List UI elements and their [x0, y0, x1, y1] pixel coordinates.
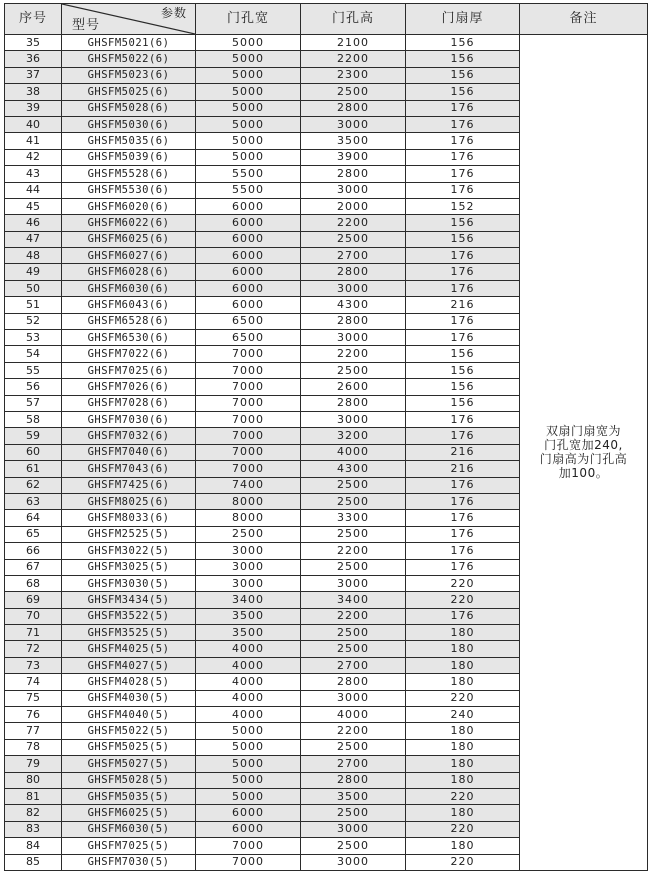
row-leaf-thickness: 156 — [406, 346, 520, 362]
row-door-width: 5000 — [196, 772, 301, 788]
row-index: 64 — [5, 510, 62, 526]
row-leaf-thickness: 180 — [406, 838, 520, 854]
row-leaf-thickness: 176 — [406, 133, 520, 149]
row-model: GHSFM5022(5) — [62, 723, 196, 739]
row-index: 75 — [5, 690, 62, 706]
row-door-width: 4000 — [196, 657, 301, 673]
row-index: 83 — [5, 821, 62, 837]
row-door-height: 4000 — [301, 707, 406, 723]
row-index: 37 — [5, 67, 62, 83]
row-model: GHSFM5027(5) — [62, 756, 196, 772]
row-model: GHSFM7040(6) — [62, 444, 196, 460]
row-door-height: 3000 — [301, 411, 406, 427]
row-index: 35 — [5, 35, 62, 51]
row-index: 62 — [5, 477, 62, 493]
row-door-height: 4300 — [301, 297, 406, 313]
row-leaf-thickness: 176 — [406, 493, 520, 509]
row-door-width: 6000 — [196, 215, 301, 231]
row-door-height: 2200 — [301, 608, 406, 624]
header-height: 门孔高 — [301, 4, 406, 35]
row-model: GHSFM5028(6) — [62, 100, 196, 116]
row-leaf-thickness: 180 — [406, 625, 520, 641]
row-leaf-thickness: 156 — [406, 379, 520, 395]
row-model: GHSFM7030(6) — [62, 411, 196, 427]
row-index: 46 — [5, 215, 62, 231]
row-leaf-thickness: 176 — [406, 608, 520, 624]
header-thickness: 门扇厚 — [406, 4, 520, 35]
row-leaf-thickness: 176 — [406, 526, 520, 542]
row-door-width: 5000 — [196, 84, 301, 100]
row-door-width: 5000 — [196, 723, 301, 739]
row-model: GHSFM6025(6) — [62, 231, 196, 247]
row-door-height: 3000 — [301, 854, 406, 870]
row-index: 55 — [5, 362, 62, 378]
row-index: 54 — [5, 346, 62, 362]
row-door-height: 3900 — [301, 149, 406, 165]
row-index: 51 — [5, 297, 62, 313]
row-leaf-thickness: 176 — [406, 116, 520, 132]
row-door-width: 3500 — [196, 608, 301, 624]
row-index: 82 — [5, 805, 62, 821]
row-leaf-thickness: 180 — [406, 772, 520, 788]
row-leaf-thickness: 176 — [406, 477, 520, 493]
row-model: GHSFM5021(6) — [62, 35, 196, 51]
row-leaf-thickness: 176 — [406, 313, 520, 329]
row-index: 68 — [5, 575, 62, 591]
door-spec-table — [4, 3, 648, 871]
table-body — [5, 35, 648, 871]
row-index: 38 — [5, 84, 62, 100]
row-index: 84 — [5, 838, 62, 854]
row-door-height: 3000 — [301, 330, 406, 346]
row-leaf-thickness: 176 — [406, 428, 520, 444]
row-door-height: 3500 — [301, 133, 406, 149]
row-leaf-thickness: 156 — [406, 362, 520, 378]
row-model: GHSFM5039(6) — [62, 149, 196, 165]
row-leaf-thickness: 176 — [406, 330, 520, 346]
row-door-height: 2500 — [301, 526, 406, 542]
row-model: GHSFM7032(6) — [62, 428, 196, 444]
row-door-height: 2500 — [301, 477, 406, 493]
row-door-height: 3000 — [301, 575, 406, 591]
row-index: 66 — [5, 543, 62, 559]
row-index: 85 — [5, 854, 62, 870]
row-leaf-thickness: 176 — [406, 264, 520, 280]
row-index: 52 — [5, 313, 62, 329]
row-model: GHSFM5028(5) — [62, 772, 196, 788]
note-cell — [520, 35, 648, 871]
row-door-width: 3000 — [196, 559, 301, 575]
row-door-height: 2700 — [301, 248, 406, 264]
row-door-width: 6000 — [196, 231, 301, 247]
row-leaf-thickness: 176 — [406, 543, 520, 559]
row-leaf-thickness: 152 — [406, 198, 520, 214]
row-door-width: 5000 — [196, 739, 301, 755]
row-model: GHSFM3025(5) — [62, 559, 196, 575]
row-leaf-thickness: 176 — [406, 100, 520, 116]
row-index: 69 — [5, 592, 62, 608]
row-door-height: 2500 — [301, 625, 406, 641]
row-index: 39 — [5, 100, 62, 116]
row-model: GHSFM3434(5) — [62, 592, 196, 608]
header-index: 序号 — [5, 4, 62, 35]
row-model: GHSFM6020(6) — [62, 198, 196, 214]
header-row — [5, 4, 648, 35]
row-door-height: 3000 — [301, 182, 406, 198]
row-door-height: 2800 — [301, 166, 406, 182]
row-door-height: 2200 — [301, 51, 406, 67]
row-leaf-thickness: 216 — [406, 444, 520, 460]
row-leaf-thickness: 220 — [406, 821, 520, 837]
row-door-width: 3400 — [196, 592, 301, 608]
row-model: GHSFM7022(6) — [62, 346, 196, 362]
row-leaf-thickness: 156 — [406, 67, 520, 83]
row-door-height: 2800 — [301, 264, 406, 280]
row-model: GHSFM7025(6) — [62, 362, 196, 378]
row-door-width: 7000 — [196, 461, 301, 477]
row-door-width: 7000 — [196, 346, 301, 362]
row-door-height: 2800 — [301, 313, 406, 329]
row-model: GHSFM6022(6) — [62, 215, 196, 231]
row-model: GHSFM6530(6) — [62, 330, 196, 346]
row-door-height: 2800 — [301, 674, 406, 690]
row-index: 53 — [5, 330, 62, 346]
row-index: 44 — [5, 182, 62, 198]
row-door-width: 5000 — [196, 100, 301, 116]
row-model: GHSFM8033(6) — [62, 510, 196, 526]
row-model: GHSFM7043(6) — [62, 461, 196, 477]
row-model: GHSFM4040(5) — [62, 707, 196, 723]
row-model: GHSFM7030(5) — [62, 854, 196, 870]
row-model: GHSFM5530(6) — [62, 182, 196, 198]
row-door-height: 2000 — [301, 198, 406, 214]
row-model: GHSFM8025(6) — [62, 493, 196, 509]
row-door-height: 2700 — [301, 657, 406, 673]
row-index: 49 — [5, 264, 62, 280]
row-door-width: 6500 — [196, 330, 301, 346]
row-door-width: 6500 — [196, 313, 301, 329]
row-index: 57 — [5, 395, 62, 411]
row-door-width: 5000 — [196, 133, 301, 149]
row-door-width: 5000 — [196, 35, 301, 51]
row-door-height: 2500 — [301, 559, 406, 575]
row-door-height: 2200 — [301, 543, 406, 559]
row-leaf-thickness: 216 — [406, 461, 520, 477]
row-door-width: 3500 — [196, 625, 301, 641]
row-door-width: 5000 — [196, 67, 301, 83]
row-model: GHSFM5030(6) — [62, 116, 196, 132]
row-door-height: 2500 — [301, 84, 406, 100]
row-door-width: 7400 — [196, 477, 301, 493]
row-model: GHSFM6528(6) — [62, 313, 196, 329]
row-door-width: 7000 — [196, 838, 301, 854]
row-door-height: 3000 — [301, 821, 406, 837]
row-door-height: 3300 — [301, 510, 406, 526]
row-model: GHSFM5035(6) — [62, 133, 196, 149]
row-door-height: 2200 — [301, 346, 406, 362]
row-leaf-thickness: 176 — [406, 510, 520, 526]
row-door-width: 7000 — [196, 411, 301, 427]
row-model: GHSFM6030(6) — [62, 280, 196, 296]
row-leaf-thickness: 220 — [406, 592, 520, 608]
header-note: 备注 — [520, 4, 648, 35]
row-model: GHSFM3030(5) — [62, 575, 196, 591]
row-door-width: 6000 — [196, 280, 301, 296]
row-model: GHSFM6030(5) — [62, 821, 196, 837]
row-leaf-thickness: 180 — [406, 723, 520, 739]
row-door-width: 8000 — [196, 493, 301, 509]
row-index: 47 — [5, 231, 62, 247]
row-leaf-thickness: 176 — [406, 248, 520, 264]
row-door-height: 3200 — [301, 428, 406, 444]
row-index: 80 — [5, 772, 62, 788]
row-leaf-thickness: 156 — [406, 35, 520, 51]
row-door-width: 7000 — [196, 395, 301, 411]
row-index: 48 — [5, 248, 62, 264]
row-index: 74 — [5, 674, 62, 690]
row-door-width: 7000 — [196, 428, 301, 444]
row-index: 59 — [5, 428, 62, 444]
row-door-width: 3000 — [196, 543, 301, 559]
row-door-width: 7000 — [196, 444, 301, 460]
row-index: 41 — [5, 133, 62, 149]
row-leaf-thickness: 180 — [406, 739, 520, 755]
row-leaf-thickness: 176 — [406, 166, 520, 182]
row-door-width: 7000 — [196, 379, 301, 395]
row-door-width: 6000 — [196, 198, 301, 214]
row-door-width: 6000 — [196, 297, 301, 313]
row-leaf-thickness: 156 — [406, 51, 520, 67]
row-door-width: 5000 — [196, 788, 301, 804]
row-leaf-thickness: 180 — [406, 805, 520, 821]
row-door-width: 6000 — [196, 805, 301, 821]
row-leaf-thickness: 156 — [406, 84, 520, 100]
row-index: 36 — [5, 51, 62, 67]
row-index: 50 — [5, 280, 62, 296]
header-model-param — [62, 4, 196, 35]
row-index: 81 — [5, 788, 62, 804]
row-index: 43 — [5, 166, 62, 182]
row-index: 73 — [5, 657, 62, 673]
row-index: 65 — [5, 526, 62, 542]
row-index: 67 — [5, 559, 62, 575]
row-door-height: 2800 — [301, 395, 406, 411]
row-door-height: 2600 — [301, 379, 406, 395]
row-door-height: 2500 — [301, 362, 406, 378]
row-door-height: 3000 — [301, 280, 406, 296]
row-door-height: 2500 — [301, 838, 406, 854]
row-model: GHSFM5528(6) — [62, 166, 196, 182]
row-model: GHSFM5025(5) — [62, 739, 196, 755]
row-door-height: 4000 — [301, 444, 406, 460]
row-index: 70 — [5, 608, 62, 624]
row-leaf-thickness: 176 — [406, 182, 520, 198]
row-door-height: 2500 — [301, 493, 406, 509]
row-door-width: 6000 — [196, 248, 301, 264]
row-index: 63 — [5, 493, 62, 509]
row-leaf-thickness: 176 — [406, 411, 520, 427]
row-model: GHSFM5023(6) — [62, 67, 196, 83]
row-model: GHSFM6027(6) — [62, 248, 196, 264]
row-door-height: 4300 — [301, 461, 406, 477]
row-door-height: 2200 — [301, 215, 406, 231]
row-model: GHSFM6025(5) — [62, 805, 196, 821]
note-line: 双扇门扇宽为 — [545, 424, 621, 439]
row-leaf-thickness: 156 — [406, 395, 520, 411]
row-model: GHSFM7025(5) — [62, 838, 196, 854]
row-leaf-thickness: 180 — [406, 641, 520, 657]
row-door-width: 2500 — [196, 526, 301, 542]
row-door-height: 2500 — [301, 805, 406, 821]
row-model: GHSFM5022(6) — [62, 51, 196, 67]
row-door-width: 7000 — [196, 362, 301, 378]
row-door-width: 4000 — [196, 641, 301, 657]
row-index: 79 — [5, 756, 62, 772]
row-door-height: 2500 — [301, 641, 406, 657]
row-index: 60 — [5, 444, 62, 460]
row-index: 61 — [5, 461, 62, 477]
row-leaf-thickness: 180 — [406, 756, 520, 772]
row-model: GHSFM4025(5) — [62, 641, 196, 657]
row-door-height: 2500 — [301, 231, 406, 247]
row-model: GHSFM6043(6) — [62, 297, 196, 313]
row-index: 77 — [5, 723, 62, 739]
row-door-width: 6000 — [196, 821, 301, 837]
header-width: 门孔宽 — [196, 4, 301, 35]
row-door-height: 2700 — [301, 756, 406, 772]
row-model: GHSFM6028(6) — [62, 264, 196, 280]
row-leaf-thickness: 220 — [406, 690, 520, 706]
row-leaf-thickness: 220 — [406, 854, 520, 870]
row-model: GHSFM3022(5) — [62, 543, 196, 559]
row-model: GHSFM3522(5) — [62, 608, 196, 624]
row-leaf-thickness: 180 — [406, 674, 520, 690]
row-leaf-thickness: 176 — [406, 559, 520, 575]
row-model: GHSFM4027(5) — [62, 657, 196, 673]
row-door-height: 2500 — [301, 739, 406, 755]
row-door-width: 5500 — [196, 182, 301, 198]
row-index: 56 — [5, 379, 62, 395]
row-door-height: 3000 — [301, 690, 406, 706]
row-door-height: 2300 — [301, 67, 406, 83]
row-door-height: 3400 — [301, 592, 406, 608]
row-index: 71 — [5, 625, 62, 641]
row-leaf-thickness: 220 — [406, 575, 520, 591]
row-leaf-thickness: 156 — [406, 231, 520, 247]
row-door-width: 8000 — [196, 510, 301, 526]
row-model: GHSFM7425(6) — [62, 477, 196, 493]
row-door-width: 5000 — [196, 51, 301, 67]
row-door-width: 4000 — [196, 690, 301, 706]
row-door-width: 3000 — [196, 575, 301, 591]
row-index: 78 — [5, 739, 62, 755]
row-door-width: 5000 — [196, 149, 301, 165]
row-door-width: 5000 — [196, 116, 301, 132]
row-door-height: 3500 — [301, 788, 406, 804]
row-door-width: 6000 — [196, 264, 301, 280]
row-model: GHSFM4028(5) — [62, 674, 196, 690]
row-door-width: 5500 — [196, 166, 301, 182]
row-model: GHSFM4030(5) — [62, 690, 196, 706]
row-leaf-thickness: 156 — [406, 215, 520, 231]
row-door-width: 4000 — [196, 707, 301, 723]
row-index: 58 — [5, 411, 62, 427]
row-door-width: 5000 — [196, 756, 301, 772]
row-leaf-thickness: 240 — [406, 707, 520, 723]
row-door-width: 7000 — [196, 854, 301, 870]
row-door-height: 2100 — [301, 35, 406, 51]
row-leaf-thickness: 176 — [406, 149, 520, 165]
row-leaf-thickness: 220 — [406, 788, 520, 804]
row-door-height: 3000 — [301, 116, 406, 132]
header-model-label: 型号 — [72, 18, 101, 33]
row-index: 72 — [5, 641, 62, 657]
row-leaf-thickness: 180 — [406, 657, 520, 673]
row-model: GHSFM3525(5) — [62, 625, 196, 641]
row-door-width: 4000 — [196, 674, 301, 690]
header-param-label: 参数 — [160, 6, 187, 20]
table-row — [5, 35, 648, 51]
note-line: 门扇高为门孔高 — [539, 452, 628, 467]
row-model: GHSFM5025(6) — [62, 84, 196, 100]
row-door-height: 2800 — [301, 772, 406, 788]
row-model: GHSFM5035(5) — [62, 788, 196, 804]
row-index: 42 — [5, 149, 62, 165]
row-index: 45 — [5, 198, 62, 214]
row-door-height: 2200 — [301, 723, 406, 739]
note-line: 加100。 — [558, 466, 609, 481]
row-index: 40 — [5, 116, 62, 132]
row-model: GHSFM2525(5) — [62, 526, 196, 542]
row-index: 76 — [5, 707, 62, 723]
row-model: GHSFM7026(6) — [62, 379, 196, 395]
row-door-height: 2800 — [301, 100, 406, 116]
row-model: GHSFM7028(6) — [62, 395, 196, 411]
note-line: 门孔宽加240, — [544, 438, 623, 453]
row-leaf-thickness: 216 — [406, 297, 520, 313]
row-leaf-thickness: 176 — [406, 280, 520, 296]
